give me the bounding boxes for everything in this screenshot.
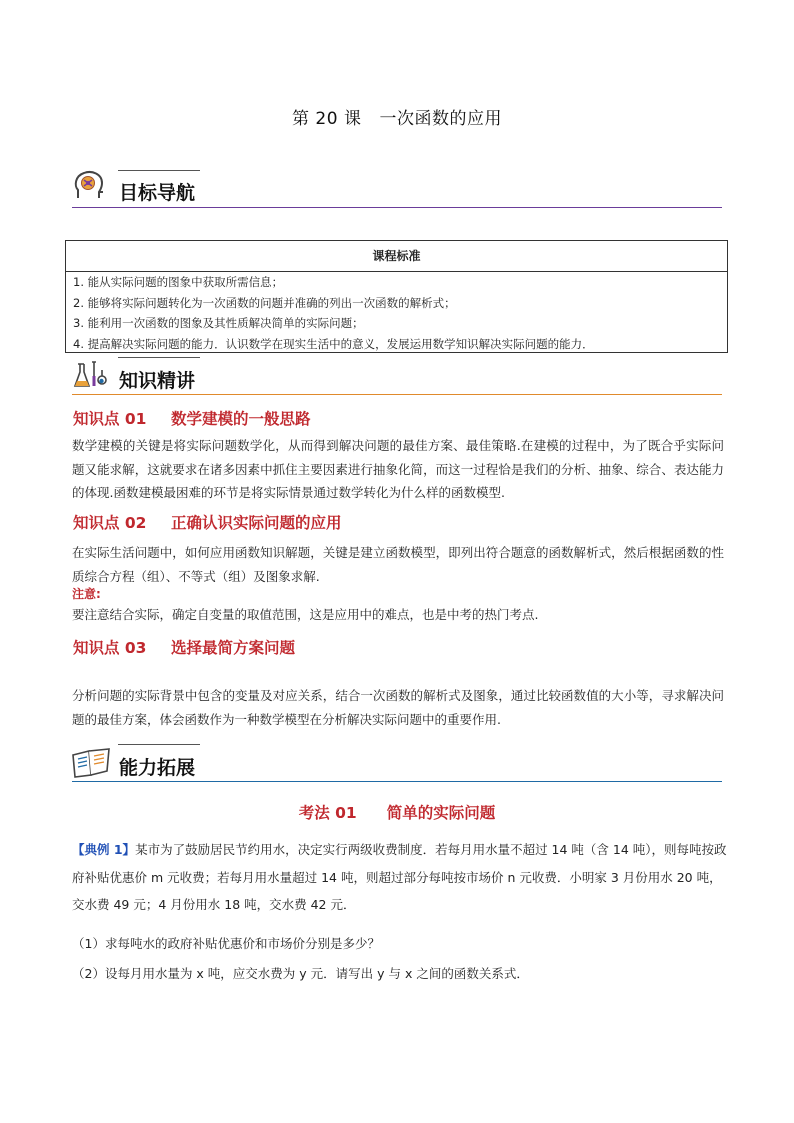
standards-item: 3. 能利用一次函数的图象及其性质解决简单的实际问题； (73, 316, 364, 330)
question-1: （1）求每吨水的政府补贴优惠价和市场价分别是多少？ (72, 936, 380, 951)
note-text: 要注意结合实际，确定自变量的取值范围，这是应用中的难点，也是中考的热门考点. (72, 607, 539, 622)
standards-header: 课程标准 (66, 241, 727, 272)
example-body: 某市为了鼓励居民节约用水，决定实行两级收费制度．若每月用水量不超过 14 吨（含 14 吨），则每吨按政府补贴优惠价 m 元收费；若每月用水量超过 14 吨，则超过部分每吨按市场价 n 元收费．小明家 3 月份用水 20 吨，交水费 49 元；4 月份用水 18 吨，交水费 42 元． (72, 842, 727, 912)
knowledge-point-heading (73, 407, 311, 429)
standards-item: 2. 能够将实际问题转化为一次函数的问题并准确的列出一次函数的解析式； (73, 295, 456, 310)
knowledge-point-heading (73, 511, 342, 533)
method-heading (0, 801, 794, 823)
knowledge-point-title: 数学建模的一般思路 (171, 410, 311, 428)
section-title-knowledge: 知识精讲 (119, 370, 196, 392)
knowledge-point-text: 分析问题的实际背景中包含的变量及对应关系，结合一次函数的解析式及图象，通过比较函数值的大小等，寻求解决问题的最佳方案，体会函数作为一种数学模型在分析解决实际问题中的重要作用. (72, 688, 724, 727)
brain-head-icon (72, 168, 108, 204)
open-book-icon (70, 745, 112, 781)
lesson-number: 第 20 课 (292, 109, 362, 129)
section-title-extension: 能力拓展 (119, 757, 196, 779)
lesson-name: 一次函数的应用 (379, 109, 502, 129)
example-tag: 【典例 1】 (72, 842, 136, 857)
method-number: 考法 01 (298, 804, 357, 822)
knowledge-point-number: 知识点 01 (73, 410, 147, 428)
knowledge-point-number: 知识点 03 (73, 639, 147, 657)
knowledge-point-text: 在实际生活问题中，如何应用函数知识解题，关键是建立函数模型，即列出符合题意的函数解析式，然后根据函数的性质综合方程（组）、不等式（组）及图象求解. (72, 545, 724, 584)
section-title-goals: 目标导航 (119, 182, 196, 204)
knowledge-point-title: 正确认识实际问题的应用 (171, 514, 342, 532)
question-2: （2）设每月用水量为 x 吨，应交水费为 y 元．请写出 y 与 x 之间的函数关系式． (72, 966, 529, 981)
lesson-title (0, 104, 794, 129)
section-rule-orange (72, 394, 722, 395)
method-title: 简单的实际问题 (386, 804, 496, 822)
standards-table (65, 240, 728, 353)
standards-item: 1. 能从实际问题的图象中获取所需信息； (73, 275, 284, 289)
knowledge-point-text: 数学建模的关键是将实际问题数学化，从而得到解决问题的最佳方案、最佳策略.在建模的过程中，为了既合乎实际问题又能求解，这就要求在诸多因素中抓住主要因素进行抽象化简，而这一过程恰是我们的分析、抽象、综合、表达能力的体现.函数建模最困难的环节是将实际情景通过数学转化为什么样的函数模型. (72, 438, 724, 500)
section-overline (118, 170, 200, 171)
knowledge-point-title: 选择最简方案问题 (171, 639, 296, 657)
knowledge-point-number: 知识点 02 (73, 514, 147, 532)
section-rule-blue (72, 781, 722, 782)
note-label: 注意: (72, 587, 101, 601)
example-text (72, 836, 732, 919)
section-rule-purple (72, 207, 722, 208)
lab-flask-icon (72, 356, 108, 392)
standards-item: 4. 提高解决实际问题的能力．认识数学在现实生活中的意义，发展运用数学知识解决实际问题的能力． (73, 336, 594, 351)
section-overline (118, 357, 200, 358)
knowledge-point-heading (73, 636, 295, 658)
section-overline (118, 744, 200, 745)
